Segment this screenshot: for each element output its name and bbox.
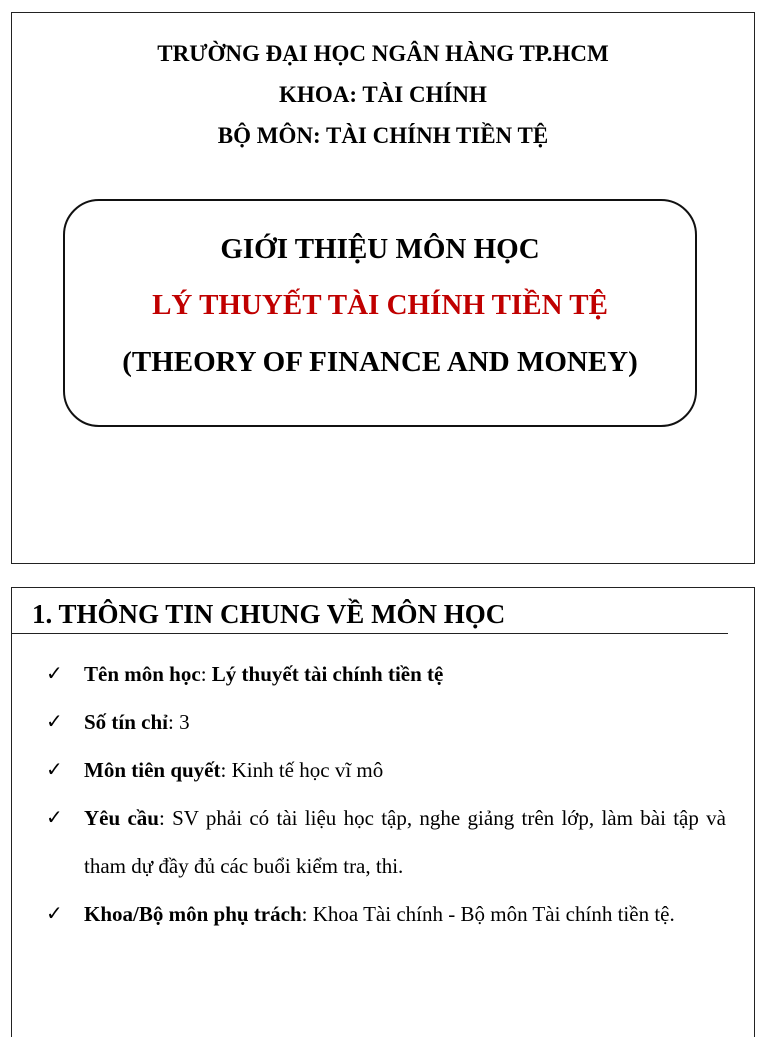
checkmark-icon: ✓ [46,759,63,781]
item-separator: : [168,710,180,734]
list-item [46,746,726,794]
faculty-name: KHOA: TÀI CHÍNH [279,82,487,107]
item-label: Môn tiên quyết [84,758,221,782]
item-label: Yêu cầu [84,806,159,830]
course-title-box [63,199,697,427]
list-item [46,890,726,938]
item-separator: : [301,902,313,926]
info-slide [11,587,755,1037]
item-value: 3 [179,710,190,734]
intro-heading: GIỚI THIỆU MÔN HỌC [220,233,540,265]
list-item [46,650,726,698]
item-label: Tên môn học [84,662,201,686]
item-separator: : [158,806,173,830]
list-item [46,698,726,746]
department-name: BỘ MÔN: TÀI CHÍNH TIỀN TỆ [217,123,549,148]
slide-header [12,33,754,156]
title-slide [11,12,755,564]
item-value: Lý thuyết tài chính tiền tệ [211,662,444,686]
checkmark-icon: ✓ [46,663,63,685]
checkmark-icon: ✓ [46,807,63,829]
course-title-en: (THEORY OF FINANCE AND MONEY) [122,346,638,378]
item-separator: : [220,758,232,782]
checkmark-icon: ✓ [46,711,63,733]
item-value: SV phải có tài liệu học tập, nghe giảng trên lớp, làm bài tập và tham dự đầy đủ các buổi kiểm tra, thi. [84,806,726,878]
section-heading: 1. THÔNG TIN CHUNG VỀ MÔN HỌC [12,588,728,634]
item-label: Số tín chỉ [84,710,169,734]
item-value: Kinh tế học vĩ mô [231,758,384,782]
item-label: Khoa/Bộ môn phụ trách [84,902,302,926]
checkmark-icon: ✓ [46,903,63,925]
list-item [46,794,726,890]
university-name: TRƯỜNG ĐẠI HỌC NGÂN HÀNG TP.HCM [157,41,609,66]
info-list [46,650,726,938]
item-value: Khoa Tài chính - Bộ môn Tài chính tiền tệ. [312,902,675,926]
course-title-vi: LÝ THUYẾT TÀI CHÍNH TIỀN TỆ [152,289,608,321]
item-separator: : [200,662,212,686]
